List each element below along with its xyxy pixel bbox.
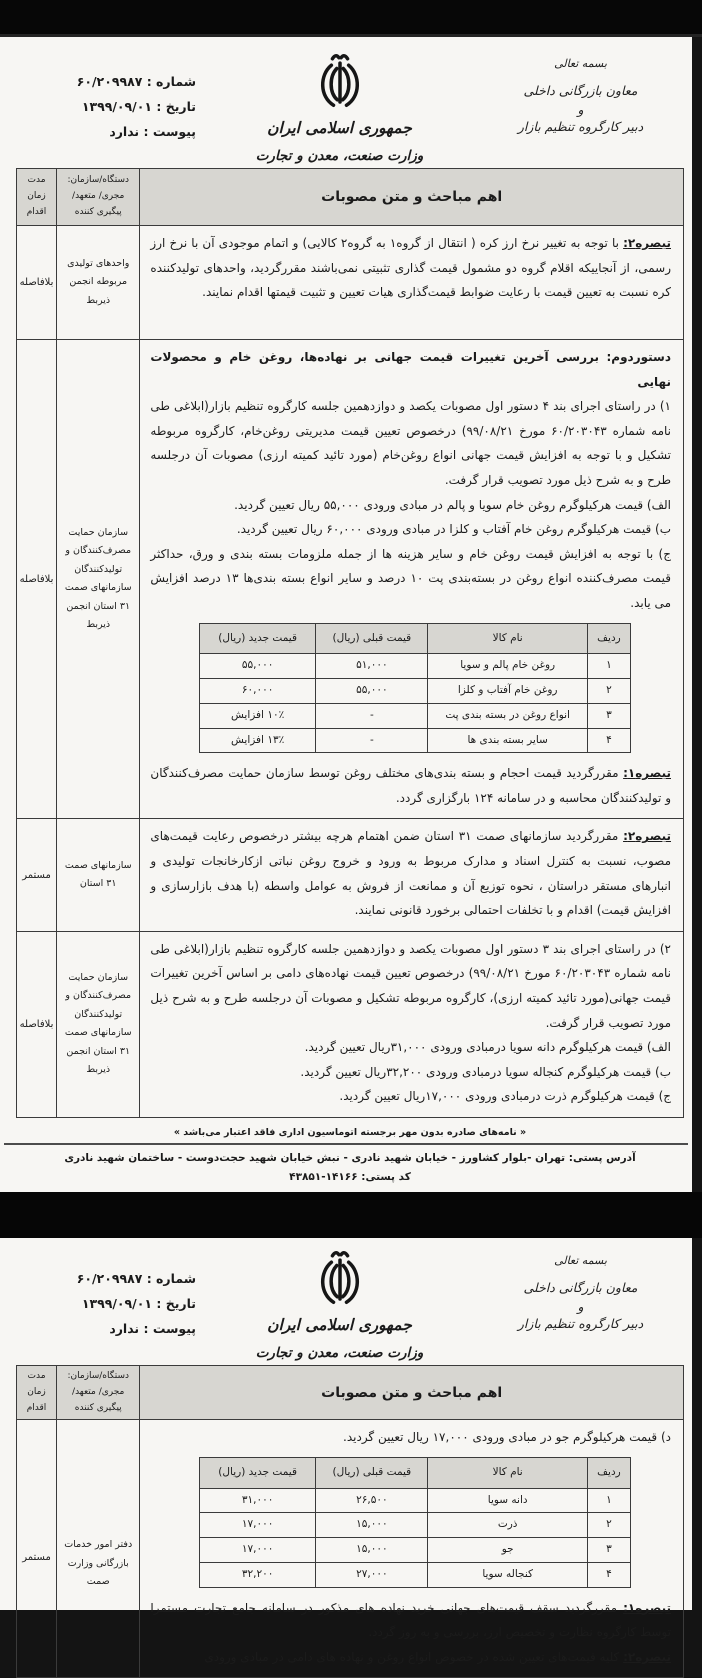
duration-cell: مستمر <box>17 1420 57 1678</box>
letter-date-label: تاریخ : <box>156 1296 196 1311</box>
organization-cell: سازمانهای صمت ۳۱ استان <box>57 819 140 931</box>
item-name: دانه سویا <box>428 1488 587 1513</box>
ministry-title: وزارت صنعت، معدن و تجارت <box>255 148 424 164</box>
besmele-text: بسمه تعالی <box>554 1254 607 1267</box>
price-row <box>199 728 630 753</box>
letterhead-salutation-block <box>483 49 678 164</box>
note-paragraph <box>150 1596 671 1645</box>
column-header-topics: اهم مباحث و متن مصوبات <box>140 169 684 226</box>
note-lead: تبصره۱: <box>623 1600 671 1615</box>
price-col-row-number: ردیف <box>587 623 630 654</box>
duration-cell: بلافاصله <box>17 931 57 1117</box>
letter-date-row <box>18 1296 196 1311</box>
price-header-row <box>199 1457 630 1488</box>
resolutions-table <box>16 1365 684 1678</box>
stamp-validity-note: « نامه‌های صادره بدون مهر برجسته اتوماسیون اداری فاقد اعتبار می‌باشد » <box>173 1127 527 1138</box>
letter-number-row <box>18 1271 196 1286</box>
clause-cell <box>140 931 684 1117</box>
letter-attachment-value: ندارد <box>109 1321 140 1336</box>
letterhead-salutation-block <box>483 1246 678 1361</box>
price-col-old-price: قیمت قبلی (ریال) <box>316 1457 428 1488</box>
besmele-text: بسمه تعالی <box>554 57 607 70</box>
iran-national-emblem-icon <box>313 51 367 113</box>
price-row <box>199 1513 630 1538</box>
letter-page-1 <box>0 37 692 1192</box>
new-price: ۱۷,۰۰۰ <box>199 1513 315 1538</box>
clause-text: مقررگردید سازمانهای صمت ۳۱ استان ضمن اهتمام هرچه بیشتر درخصوص رعایت قیمت‌های مصوب، نسبت به کنترل اسناد و مدارک مربوط به ورود و خروج روغن نباتی ازکارخانجات تولیدی و انبارهای مستقر دراستان ، نحوه توزیع آن و ممانعت از فروش به عوامل واسطه (با هدف بازارسازی و افزایش قیمت) اقدام و با تخلفات احتمالی برخورد قانونی نمایند. <box>150 829 671 918</box>
note-paragraph <box>150 1645 671 1670</box>
new-price: ۱۰٪ افزایش <box>199 703 315 728</box>
scan-top-bar <box>0 0 702 37</box>
letter-date-value: ۱۳۹۹/۰۹/۰۱ <box>81 1296 152 1311</box>
letter-number-value: ۶۰/۲۰۹۹۸۷ <box>76 1271 143 1286</box>
salutation-line-2: و <box>577 101 584 117</box>
letter-number-label: شماره : <box>146 74 196 89</box>
old-price: ۱۵,۰۰۰ <box>316 1513 428 1538</box>
new-price: ۶۰,۰۰۰ <box>199 679 315 704</box>
letterhead-center-block <box>196 49 483 164</box>
new-price: ۳۲,۲۰۰ <box>199 1562 315 1587</box>
price-row <box>199 1538 630 1563</box>
letter-attachment-label: پیوست : <box>143 124 196 139</box>
price-row <box>199 679 630 704</box>
item-name: کنجاله سویا <box>428 1562 587 1587</box>
clause-cell <box>140 819 684 931</box>
clause-cell <box>140 226 684 340</box>
new-price: ۱۷,۰۰۰ <box>199 1538 315 1563</box>
clause-item-b: ب) قیمت هرکیلوگرم روغن خام آفتاب و کلزا در مبادی ورودی ۶۰,۰۰۰ ریال تعیین گردید. <box>236 522 671 537</box>
iran-national-emblem-icon <box>313 1248 367 1310</box>
agenda-title: دستوردوم: بررسی آخرین تغییرات قیمت جهانی بر نهاده‌ها، روغن خام و محصولات نهایی <box>150 350 671 389</box>
price-col-old-price: قیمت قبلی (ریال) <box>316 623 428 654</box>
note-text: کلیه قیمت‌های تعیین شده در خصوص انواع روغن و نهاده های دامی در مبادی ورودی <box>204 1649 624 1664</box>
letter-attachment-value: ندارد <box>109 124 140 139</box>
duration-cell: بلافاصله <box>17 340 57 819</box>
old-price: ۵۵,۰۰۰ <box>316 679 428 704</box>
clause-lead: تبصره۲: <box>623 236 671 250</box>
price-header-row <box>199 623 630 654</box>
organization-cell: دفتر امور خدمات بازرگانی وزارت صمت <box>57 1420 140 1678</box>
column-header-duration: مدت زمان اقدام <box>17 169 57 226</box>
old-price: - <box>316 703 428 728</box>
price-col-item-name: نام کالا <box>428 623 587 654</box>
item-name: سایر بسته بندی ها <box>428 728 587 753</box>
page-footer <box>16 1127 684 1192</box>
oil-price-table <box>199 623 631 754</box>
price-col-new-price: قیمت جدید (ریال) <box>199 623 315 654</box>
salutation-line-1: معاون بازرگانی داخلی <box>523 83 638 98</box>
resolutions-table <box>16 168 684 1118</box>
price-row <box>199 654 630 679</box>
clause-item-c: ج) قیمت هرکیلوگرم ذرت درمبادی ورودی ۱۷,۰۰۰ریال تعیین گردید. <box>339 1089 671 1104</box>
letter-number-label: شماره : <box>146 1271 196 1286</box>
note-paragraph <box>150 761 671 810</box>
row-number: ۲ <box>587 1513 630 1538</box>
page-separator <box>0 1192 702 1238</box>
old-price: ۱۵,۰۰۰ <box>316 1538 428 1563</box>
item-name: روغن خام آفتاب و کلزا <box>428 679 587 704</box>
clause-item-c: ج) با توجه به افزایش قیمت روغن خام و سایر هزینه ها از جمله ملزومات بسته بندی و ورق، حداکثر قیمت مصرف‌کننده انواع روغن در بسته‌بندی پت ۱۰ درصد و سایر انواع بسته بندی‌ها ۱۳ درصد افزایش می یابد. <box>150 546 671 610</box>
old-price: ۵۱,۰۰۰ <box>316 654 428 679</box>
resolutions-header-row <box>17 1366 684 1420</box>
ministry-title: وزارت صنعت، معدن و تجارت <box>255 1345 424 1361</box>
letter-number-value: ۶۰/۲۰۹۹۸۷ <box>76 74 143 89</box>
clause-cell <box>140 1420 684 1678</box>
old-price: - <box>316 728 428 753</box>
letterhead <box>16 41 684 168</box>
old-price: ۲۶,۵۰۰ <box>316 1488 428 1513</box>
postal-address: آدرس پستی: تهران -بلوار کشاورز - خیابان شهید نادری - نبش خیابان شهید حجت‌دوست - ساختمان شهید نادری <box>64 1152 636 1164</box>
row-number: ۱ <box>587 654 630 679</box>
clause-item-b: ب) قیمت هرکیلوگرم کنجاله سویا درمبادی ورودی ۳۲,۲۰۰ریال تعیین گردید. <box>300 1064 671 1079</box>
organization-cell: سازمان حمایت مصرف‌کنندگان و تولیدکنندگان سازمانهای صمت ۳۱ استان انجمن ذیربط <box>57 340 140 819</box>
salutation-line-2: و <box>577 1298 584 1314</box>
clause-paragraph: ۲) در راستای اجرای بند ۳ دستور اول مصوبات یکصد و دوازدهمین جلسه کارگروه تنظیم بازار(ابلاغی طی نامه شماره ۶۰/۲۰۳۰۴۳ مورخ ۹۹/۰۸/۲۱) درخصوص تعیین قیمت نهاده‌های دامی بر اساس آخرین تغییرات قیمت جهانی(مورد تائید کمیته ارزی)، کارگروه مربوطه تشکیل و مصوبات آن درجلسه طرح و به شرح ذیل مورد تصویب قرار گرفت. <box>150 941 671 1030</box>
column-header-organization: دستگاه/سازمان: مجری/ متعهد/ پیگیری کننده <box>57 1366 140 1420</box>
table-row <box>17 1420 684 1678</box>
item-name: روغن خام پالم و سویا <box>428 654 587 679</box>
new-price: ۳۱,۰۰۰ <box>199 1488 315 1513</box>
table-row <box>17 931 684 1117</box>
price-row <box>199 1562 630 1587</box>
item-name: انواع روغن در بسته بندی پت <box>428 703 587 728</box>
resolutions-header-row <box>17 169 684 226</box>
clause-item-d: د) قیمت هرکیلوگرم جو در مبادی ورودی ۱۷,۰۰۰ ریال تعیین گردید. <box>343 1430 671 1445</box>
price-col-new-price: قیمت جدید (ریال) <box>199 1457 315 1488</box>
clause-paragraph <box>150 824 671 922</box>
letter-date-value: ۱۳۹۹/۰۹/۰۱ <box>81 99 152 114</box>
postal-code: کد پستی: ۱۴۱۶۶-۴۳۸۵۱ <box>289 1171 411 1183</box>
table-row <box>17 340 684 819</box>
item-name: ذرت <box>428 1513 587 1538</box>
row-number: ۳ <box>587 703 630 728</box>
row-number: ۳ <box>587 1538 630 1563</box>
clause-cell <box>140 340 684 819</box>
letter-date-row <box>18 99 196 114</box>
country-title: جمهوری اسلامی ایران <box>267 1316 412 1334</box>
letter-page-2 <box>0 1238 692 1664</box>
note-text: مقررگردید قیمت احجام و بسته بندی‌های مختلف روغن توسط سازمان حمایت مصرف‌کنندگان و تولیدکنندگان محاسبه و در سامانه ۱۲۴ بارگزاری گردد. <box>150 766 671 805</box>
clause-lead: تبصره۲: <box>623 829 671 844</box>
country-title: جمهوری اسلامی ایران <box>267 119 412 137</box>
letter-attachment-row <box>18 1321 196 1336</box>
price-row <box>199 1488 630 1513</box>
table-row <box>17 819 684 931</box>
new-price: ۱۳٪ افزایش <box>199 728 315 753</box>
salutation-line-3: دبیر کارگروه تنظیم بازار <box>517 1316 644 1332</box>
column-header-topics: اهم مباحث و متن مصوبات <box>140 1366 684 1420</box>
clause-item-a: الف) قیمت هرکیلوگرم دانه سویا درمبادی ورودی ۳۱,۰۰۰ریال تعیین گردید. <box>304 1040 671 1055</box>
feed-price-table <box>199 1457 631 1588</box>
row-number: ۴ <box>587 728 630 753</box>
salutation-line-1: معاون بازرگانی داخلی <box>523 1280 638 1295</box>
clause-paragraph: ۱) در راستای اجرای بند ۴ دستور اول مصوبات یکصد و دوازدهمین جلسه کارگروه تنظیم بازار(ابلاغی طی نامه شماره ۶۰/۲۰۳۰۴۳ مورخ ۹۹/۰۸/۲۱) درخصوص تعیین قیمت مدیریتی روغن‌خام، کارگروه مربوطه تشکیل و با توجه به افزایش قیمت جهانی انواع روغن‌خام (مورد تائید کمیته ارزی) مصوبات آن درجلسه طرح و به شرح ذیل مورد تصویب قرار گرفت. <box>150 399 672 487</box>
price-row <box>199 703 630 728</box>
clause-paragraph <box>150 231 671 305</box>
note-text: مقررگردید سقف قیمت‌های جهانی خرید نهاده های مذکور در سامانه جامع تجارت مستمرا توسط کارگروه نظارت و تخصیص ارز، بررسی و به روز گردد. <box>150 1600 671 1640</box>
price-col-item-name: نام کالا <box>428 1457 587 1488</box>
row-number: ۱ <box>587 1488 630 1513</box>
note-lead: تبصره۲: <box>623 1649 671 1664</box>
letterhead <box>16 1242 684 1365</box>
duration-cell: مستمر <box>17 819 57 931</box>
row-number: ۴ <box>587 1562 630 1587</box>
letter-date-label: تاریخ : <box>156 99 196 114</box>
organization-cell: واحدهای تولیدی مربوطه انجمن ذیربط <box>57 226 140 340</box>
column-header-duration: مدت زمان اقدام <box>17 1366 57 1420</box>
letter-number-row <box>18 74 196 89</box>
clause-item-a: الف) قیمت هرکیلوگرم روغن خام سویا و پالم در مبادی ورودی ۵۵,۰۰۰ ریال تعیین گردید. <box>234 497 671 512</box>
note-lead: تبصره۱: <box>623 766 671 781</box>
letter-meta-block <box>16 1246 196 1361</box>
letterhead-center-block <box>196 1246 483 1361</box>
table-row <box>17 226 684 340</box>
clause-text: با توجه به تغییر نرخ ارز کره ( انتقال از گروه۱ به گروه۲ کالایی) و اتمام موجودی آن با نرخ ارز رسمی، از آنجاییکه اقلام گروه دو مشمول قیمت گذاری تثبیتی نمی‌باشند مقررگردید، واحدهای تولیدکننده کره نسبت به تعیین قیمت با رعایت ضوابط قیمت‌گذاری هیات تعیین و تثبیت قیمتها اقدام نمایند. <box>150 236 671 300</box>
letter-attachment-row <box>18 124 196 139</box>
new-price: ۵۵,۰۰۰ <box>199 654 315 679</box>
salutation-line-3: دبیر کارگروه تنظیم بازار <box>517 119 644 135</box>
column-header-organization: دستگاه/سازمان: مجری/ متعهد/ پیگیری کننده <box>57 169 140 226</box>
letter-meta-block <box>16 49 196 164</box>
organization-cell: سازمان حمایت مصرف‌کنندگان و تولیدکنندگان سازمانهای صمت ۳۱ استان انجمن ذیربط <box>57 931 140 1117</box>
letter-attachment-label: پیوست : <box>143 1321 196 1336</box>
price-col-row-number: ردیف <box>587 1457 630 1488</box>
footer-divider <box>4 1143 688 1145</box>
old-price: ۲۷,۰۰۰ <box>316 1562 428 1587</box>
duration-cell: بلافاصله <box>17 226 57 340</box>
item-name: جو <box>428 1538 587 1563</box>
row-number: ۲ <box>587 679 630 704</box>
